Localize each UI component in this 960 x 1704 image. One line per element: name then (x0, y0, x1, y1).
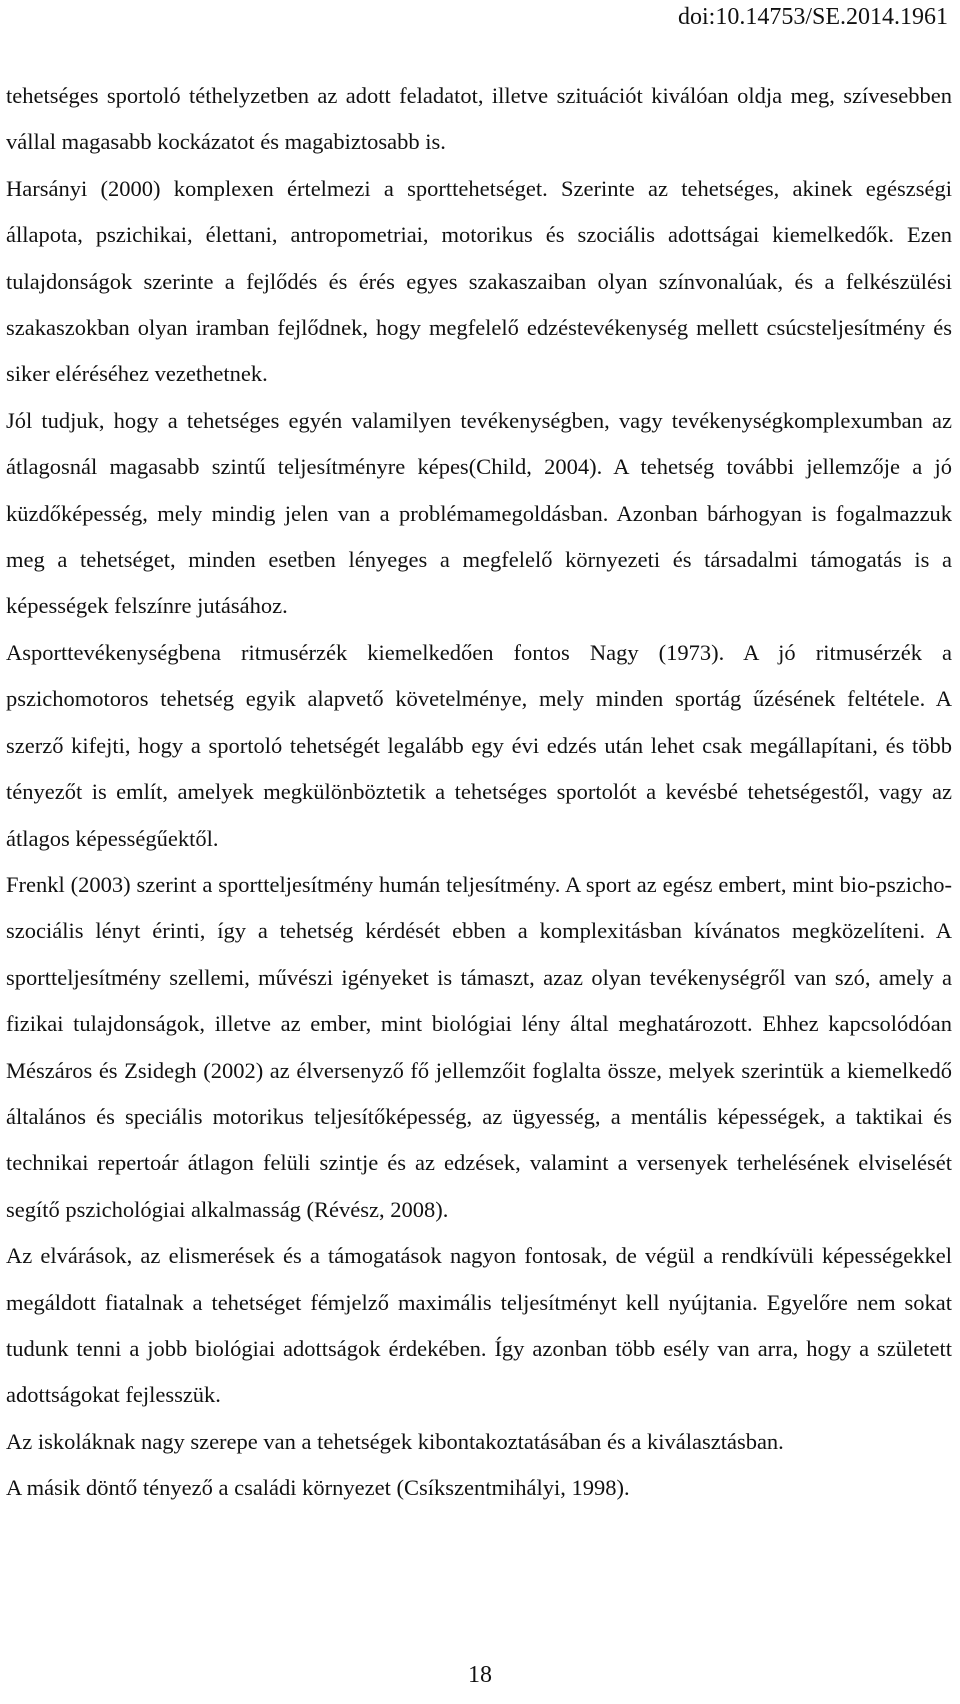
doi-header: doi:10.14753/SE.2014.1961 (677, 4, 948, 30)
paragraph: Az iskoláknak nagy szerepe van a tehetségek kibontakoztatásában és a kiválasztásban. (6, 1428, 784, 1454)
body-text (6, 73, 952, 1512)
paragraph: Harsányi (2000) komplexen értelmezi a sporttehetséget. Szerinte az tehetséges, akinek egészségi állapota, pszichikai, élettani, antropometriai, motorikus és szociális adottságai kiemelkedők. Ezen tulajdonságok szerinte a fejlődés és érés egyes szakaszaiban olyan színvonalúak, és a felkészülési szakaszokban olyan iramban fejlődnek, hogy megfelelő edzéstevékenység mellett csúcsteljesítmény és siker eléréséhez vezethetnek. (6, 175, 952, 387)
paragraph: Asporttevékenységbena ritmusérzék kiemelkedően fontos Nagy (1973). A jó ritmusérzék a pszichomotoros tehetség egyik alapvető követelménye, mely minden sportág űzésének feltétele. A szerző kifejti, hogy a sportoló tehetségét legalább egy évi edzés után lehet csak megállapítani, és több tényezőt is említ, amelyek megkülönböztetik a tehetséges sportolót a kevésbé tehetségestől, vagy az átlagos képességűektől. (6, 639, 952, 851)
paragraph: A másik döntő tényező a családi környezet (Csíkszentmihályi, 1998). (6, 1475, 630, 1501)
paragraph: Az elvárások, az elismerések és a támogatások nagyon fontosak, de végül a rendkívüli képességekkel megáldott fiatalnak a tehetséget fémjelző maximális teljesítményt kell nyújtania. Egyelőre nem sokat tudunk tenni a jobb biológiai adottságok érdekében. Így azonban több esély van arra, hogy a született adottságokat fejlesszük. (6, 1243, 952, 1408)
page-number: 18 (468, 1662, 492, 1688)
paragraph: Jól tudjuk, hogy a tehetséges egyén valamilyen tevékenységben, vagy tevékenységkomplexumban az átlagosnál magasabb szintű teljesítményre képes(Child, 2004). A tehetség további jellemzője a jó küzdőképesség, mely mindig jelen van a problémamegoldásban. Azonban bárhogyan is fogalmazzuk meg a tehetséget, minden esetben lényeges a megfelelő környezeti és társadalmi támogatás is a képességek felszínre jutásához. (6, 407, 952, 619)
paragraph: Frenkl (2003) szerint a sportteljesítmény humán teljesítmény. A sport az egész embert, mint bio-pszicho-szociális lényt érinti, így a tehetség kérdését ebben a komplexitásban kívánatos megközelíteni. A sportteljesítmény szellemi, művészi igényeket is támaszt, azaz olyan tevékenységről van szó, amely a fizikai tulajdonságok, illetve az ember, mint biológiai lény által meghatározott. Ehhez kapcsolódóan Mészáros és Zsidegh (2002) az élversenyző fő jellemzőit foglalta össze, melyek szerintük a kiemelkedő általános és speciális motorikus teljesítőképesség, az ügyesség, a mentális képességek, a taktikai és technikai repertoár átlagon felüli szintje és az edzések, valamint a versenyek terhelésének elviselését segítő pszichológiai alkalmasság (Révész, 2008). (6, 871, 952, 1222)
paragraph: tehetséges sportoló téthelyzetben az adott feladatot, illetve szituációt kiválóan oldja meg, szívesebben vállal magasabb kockázatot és magabiztosabb is. (6, 83, 952, 155)
